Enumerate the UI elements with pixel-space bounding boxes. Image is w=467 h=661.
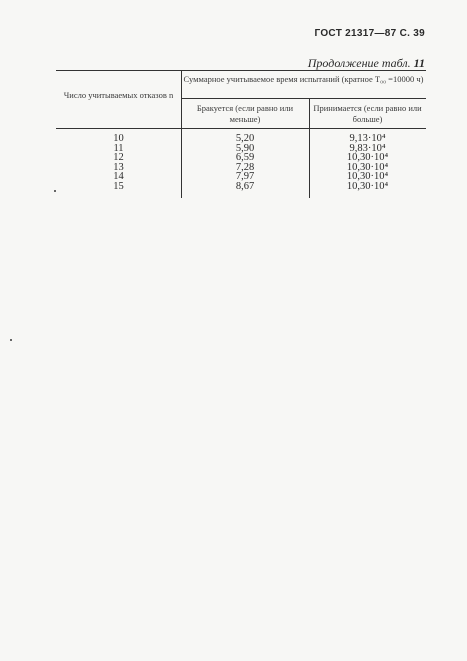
scan-speck (54, 190, 56, 192)
cell-failures: 15 (113, 180, 124, 192)
cell-accept: 10,30·10⁴ (346, 161, 389, 173)
cell-reject: 6,59 (235, 152, 255, 164)
table-row (56, 182, 426, 192)
page-header: ГОСТ 21317—87 С. 39 (314, 28, 425, 39)
cell-reject: 5,90 (235, 142, 255, 154)
cell-accept: 10,30·10⁴ (346, 152, 389, 164)
scan-speck (10, 339, 12, 341)
caption-label: Продолжение табл. (307, 56, 411, 70)
cell-failures: 11 (113, 142, 124, 154)
cell-accept: 10,30·10⁴ (346, 171, 389, 183)
cell-failures: 14 (113, 171, 124, 183)
table-caption (308, 56, 425, 71)
cell-accept: 9,83·10⁴ (349, 142, 386, 154)
column-header-total-time: Суммарное учитываемое время испытаний (кратное T₀₀ =10000 ч) (183, 74, 424, 84)
header-bottom-rule (56, 128, 426, 129)
cell-failures: 13 (113, 161, 124, 173)
column-header-reject: Бракуется (если равно или меньше) (196, 103, 294, 124)
cell-reject: 5,20 (235, 133, 255, 144)
cell-reject: 7,97 (235, 171, 255, 183)
cell-accept: 9,13·10⁴ (349, 133, 386, 144)
span-header-rule (181, 98, 426, 99)
cell-failures: 10 (113, 133, 124, 144)
caption-number: 11 (413, 56, 425, 70)
column-header-failures: Число учитываемых отказов n (63, 90, 174, 100)
cell-reject: 7,28 (235, 161, 255, 173)
table-top-rule (56, 70, 426, 71)
table-body (56, 134, 426, 192)
cell-reject: 8,67 (235, 180, 255, 192)
cell-accept: 10,30·10⁴ (346, 180, 389, 192)
column-header-accept: Принимается (если равно или больше) (313, 103, 422, 124)
cell-failures: 12 (113, 152, 124, 164)
